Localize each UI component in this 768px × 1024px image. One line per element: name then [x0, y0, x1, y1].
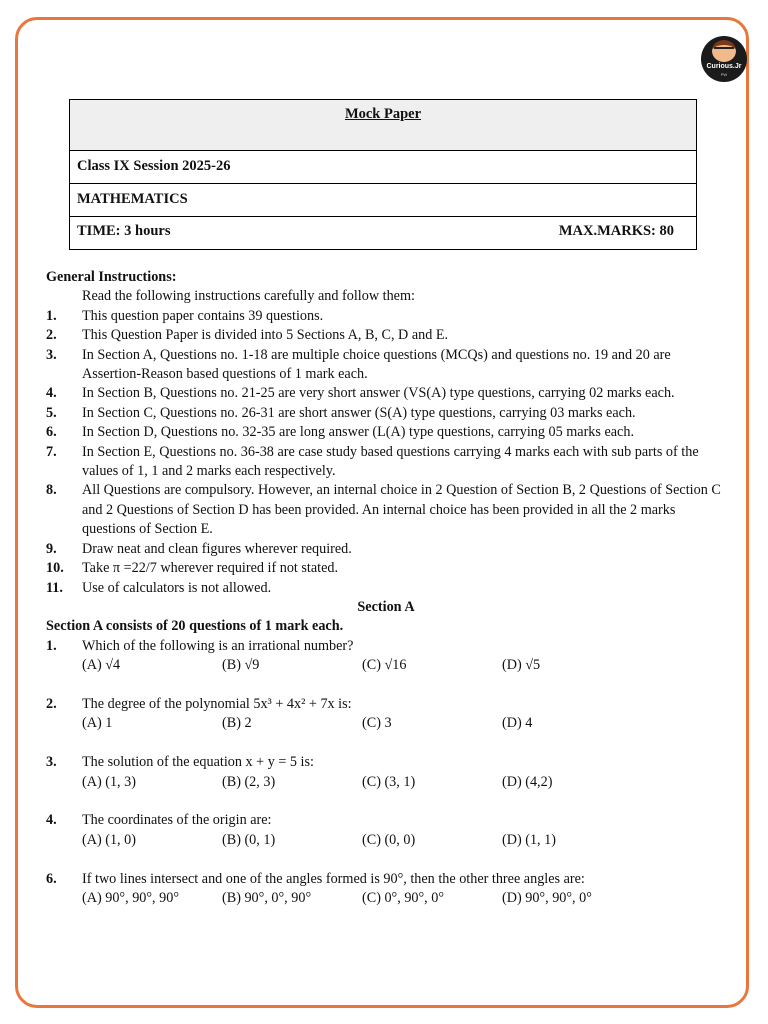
- instruction-number: 6.: [46, 424, 57, 441]
- question-options: [46, 773, 726, 792]
- question-block: [46, 811, 726, 869]
- question-option: (B) (0, 1): [222, 831, 276, 848]
- question-option: (D) √5: [502, 657, 541, 674]
- instruction-item: [46, 307, 726, 326]
- instruction-text: Draw neat and clean figures wherever required.: [82, 540, 352, 557]
- instruction-number: 10.: [46, 560, 64, 577]
- section-a-subtitle: Section A consists of 20 questions of 1 mark each.: [46, 618, 344, 635]
- question-text: The solution of the equation x + y = 5 is:: [82, 754, 314, 771]
- instruction-item: [46, 326, 726, 345]
- instruction-item: [46, 540, 726, 559]
- question-option: (C) 0°, 90°, 0°: [362, 889, 445, 906]
- question-number: 2.: [46, 695, 57, 712]
- question-text: If two lines intersect and one of the angles formed is 90°, then the other three angles are:: [82, 870, 585, 887]
- logo-sub: PW: [720, 72, 728, 77]
- question-block: [46, 753, 726, 811]
- question-option: (D) 90°, 90°, 0°: [502, 889, 592, 906]
- question-block: [46, 870, 726, 909]
- question-option: (B) √9: [222, 657, 260, 674]
- question-option: (D) 4: [502, 715, 533, 732]
- instruction-item: [46, 423, 726, 442]
- instruction-number: 8.: [46, 482, 57, 499]
- instruction-number: 7.: [46, 443, 57, 460]
- question-number: 6.: [46, 870, 57, 887]
- glasses-icon: [714, 47, 734, 55]
- question-option: (B) (2, 3): [222, 773, 276, 790]
- class-session: Class IX Session 2025-26: [70, 151, 696, 184]
- instruction-text: This Question Paper is divided into 5 Sections A, B, C, D and E.: [82, 327, 449, 344]
- question-option: (C) (0, 0): [362, 831, 416, 848]
- instruction-text: In Section A, Questions no. 1-18 are multiple choice questions (MCQs) and questions no. 19 and 20 are Assertion-Reason based questions of 1 mark each.: [82, 346, 671, 383]
- curious-jr-logo: [701, 36, 747, 82]
- question-options: [46, 714, 726, 733]
- question-gap: [46, 734, 726, 753]
- question-option: (B) 90°, 0°, 90°: [222, 889, 312, 906]
- paper-title: Mock Paper: [344, 106, 422, 122]
- instruction-item: [46, 443, 726, 482]
- question-option: (D) (1, 1): [502, 831, 556, 848]
- question-row: [46, 637, 726, 656]
- paper-header-table: [69, 99, 697, 250]
- instructions-heading: General Instructions:: [46, 269, 177, 285]
- question-option: (A) (1, 3): [82, 773, 136, 790]
- instruction-number: 11.: [46, 579, 63, 596]
- question-option: (C) (3, 1): [362, 773, 416, 790]
- subject: MATHEMATICS: [70, 184, 696, 217]
- question-option: (A) 1: [82, 715, 113, 732]
- instruction-item: [46, 579, 726, 598]
- question-option: (A) 90°, 90°, 90°: [82, 889, 180, 906]
- question-options: [46, 831, 726, 850]
- instruction-number: 3.: [46, 346, 57, 363]
- question-number: 4.: [46, 812, 57, 829]
- instruction-text: Take π =22/7 wherever required if not stated.: [82, 560, 339, 577]
- instruction-item: [46, 481, 726, 539]
- section-a-title: Section A: [357, 598, 415, 615]
- instructions-intro: Read the following instructions carefully and follow them:: [82, 288, 415, 305]
- question-option: (A) √4: [82, 657, 121, 674]
- instruction-number: 2.: [46, 327, 57, 344]
- question-number: 3.: [46, 754, 57, 771]
- questions-list: [46, 637, 726, 909]
- question-gap: [46, 676, 726, 695]
- question-row: [46, 695, 726, 714]
- question-block: [46, 637, 726, 695]
- instruction-number: 4.: [46, 385, 57, 402]
- max-marks: MAX.MARKS: 80: [558, 223, 674, 239]
- instruction-item: [46, 384, 726, 403]
- logo-brand: Curious.Jr: [706, 63, 742, 70]
- question-row: [46, 870, 726, 889]
- instruction-text: In Section D, Questions no. 32-35 are long answer (L(A) type questions, carrying 05 marks each.: [82, 424, 634, 441]
- instruction-item: [46, 559, 726, 578]
- time: TIME: 3 hours: [77, 223, 171, 239]
- instructions-list: [46, 307, 726, 598]
- instruction-text: This question paper contains 39 questions.: [82, 307, 324, 324]
- question-gap: [46, 792, 726, 811]
- question-text: The degree of the polynomial 5x³ + 4x² + 7x is:: [82, 695, 352, 712]
- question-option: (B) 2: [222, 715, 252, 732]
- question-block: [46, 695, 726, 753]
- question-options: [46, 889, 726, 908]
- header-title-row: [70, 100, 696, 151]
- instruction-number: 5.: [46, 404, 57, 421]
- time-marks-row: [70, 217, 696, 249]
- question-text: The coordinates of the origin are:: [82, 812, 272, 829]
- instruction-number: 1.: [46, 307, 57, 324]
- question-row: [46, 811, 726, 830]
- question-option: (A) (1, 0): [82, 831, 136, 848]
- question-gap: [46, 850, 726, 869]
- paper-content: [46, 268, 726, 908]
- instruction-number: 9.: [46, 540, 57, 557]
- question-option: (C) 3: [362, 715, 392, 732]
- question-option: (C) √16: [362, 657, 407, 674]
- instruction-item: [46, 404, 726, 423]
- question-option: (D) (4,2): [502, 773, 553, 790]
- instruction-text: In Section B, Questions no. 21-25 are very short answer (VS(A) type questions, carrying 02 marks each.: [82, 385, 675, 402]
- instruction-text: Use of calculators is not allowed.: [82, 579, 272, 596]
- instruction-text: In Section C, Questions no. 26-31 are short answer (S(A) type questions, carrying 03 marks each.: [82, 404, 636, 421]
- question-text: Which of the following is an irrational number?: [82, 637, 354, 654]
- instruction-text: In Section E, Questions no. 36-38 are case study based questions carrying 4 marks each with sub parts of the values of 1, 1 and 2 marks each respectively.: [82, 443, 699, 480]
- question-number: 1.: [46, 637, 57, 654]
- instruction-item: [46, 346, 726, 385]
- question-options: [46, 656, 726, 675]
- instruction-text: All Questions are compulsory. However, an internal choice in 2 Question of Section B, 2 Questions of Section C and 2 Questions of Section D has been provided. An internal choice has been provided in all the 2 marks questions of Section E.: [82, 482, 721, 538]
- question-row: [46, 753, 726, 772]
